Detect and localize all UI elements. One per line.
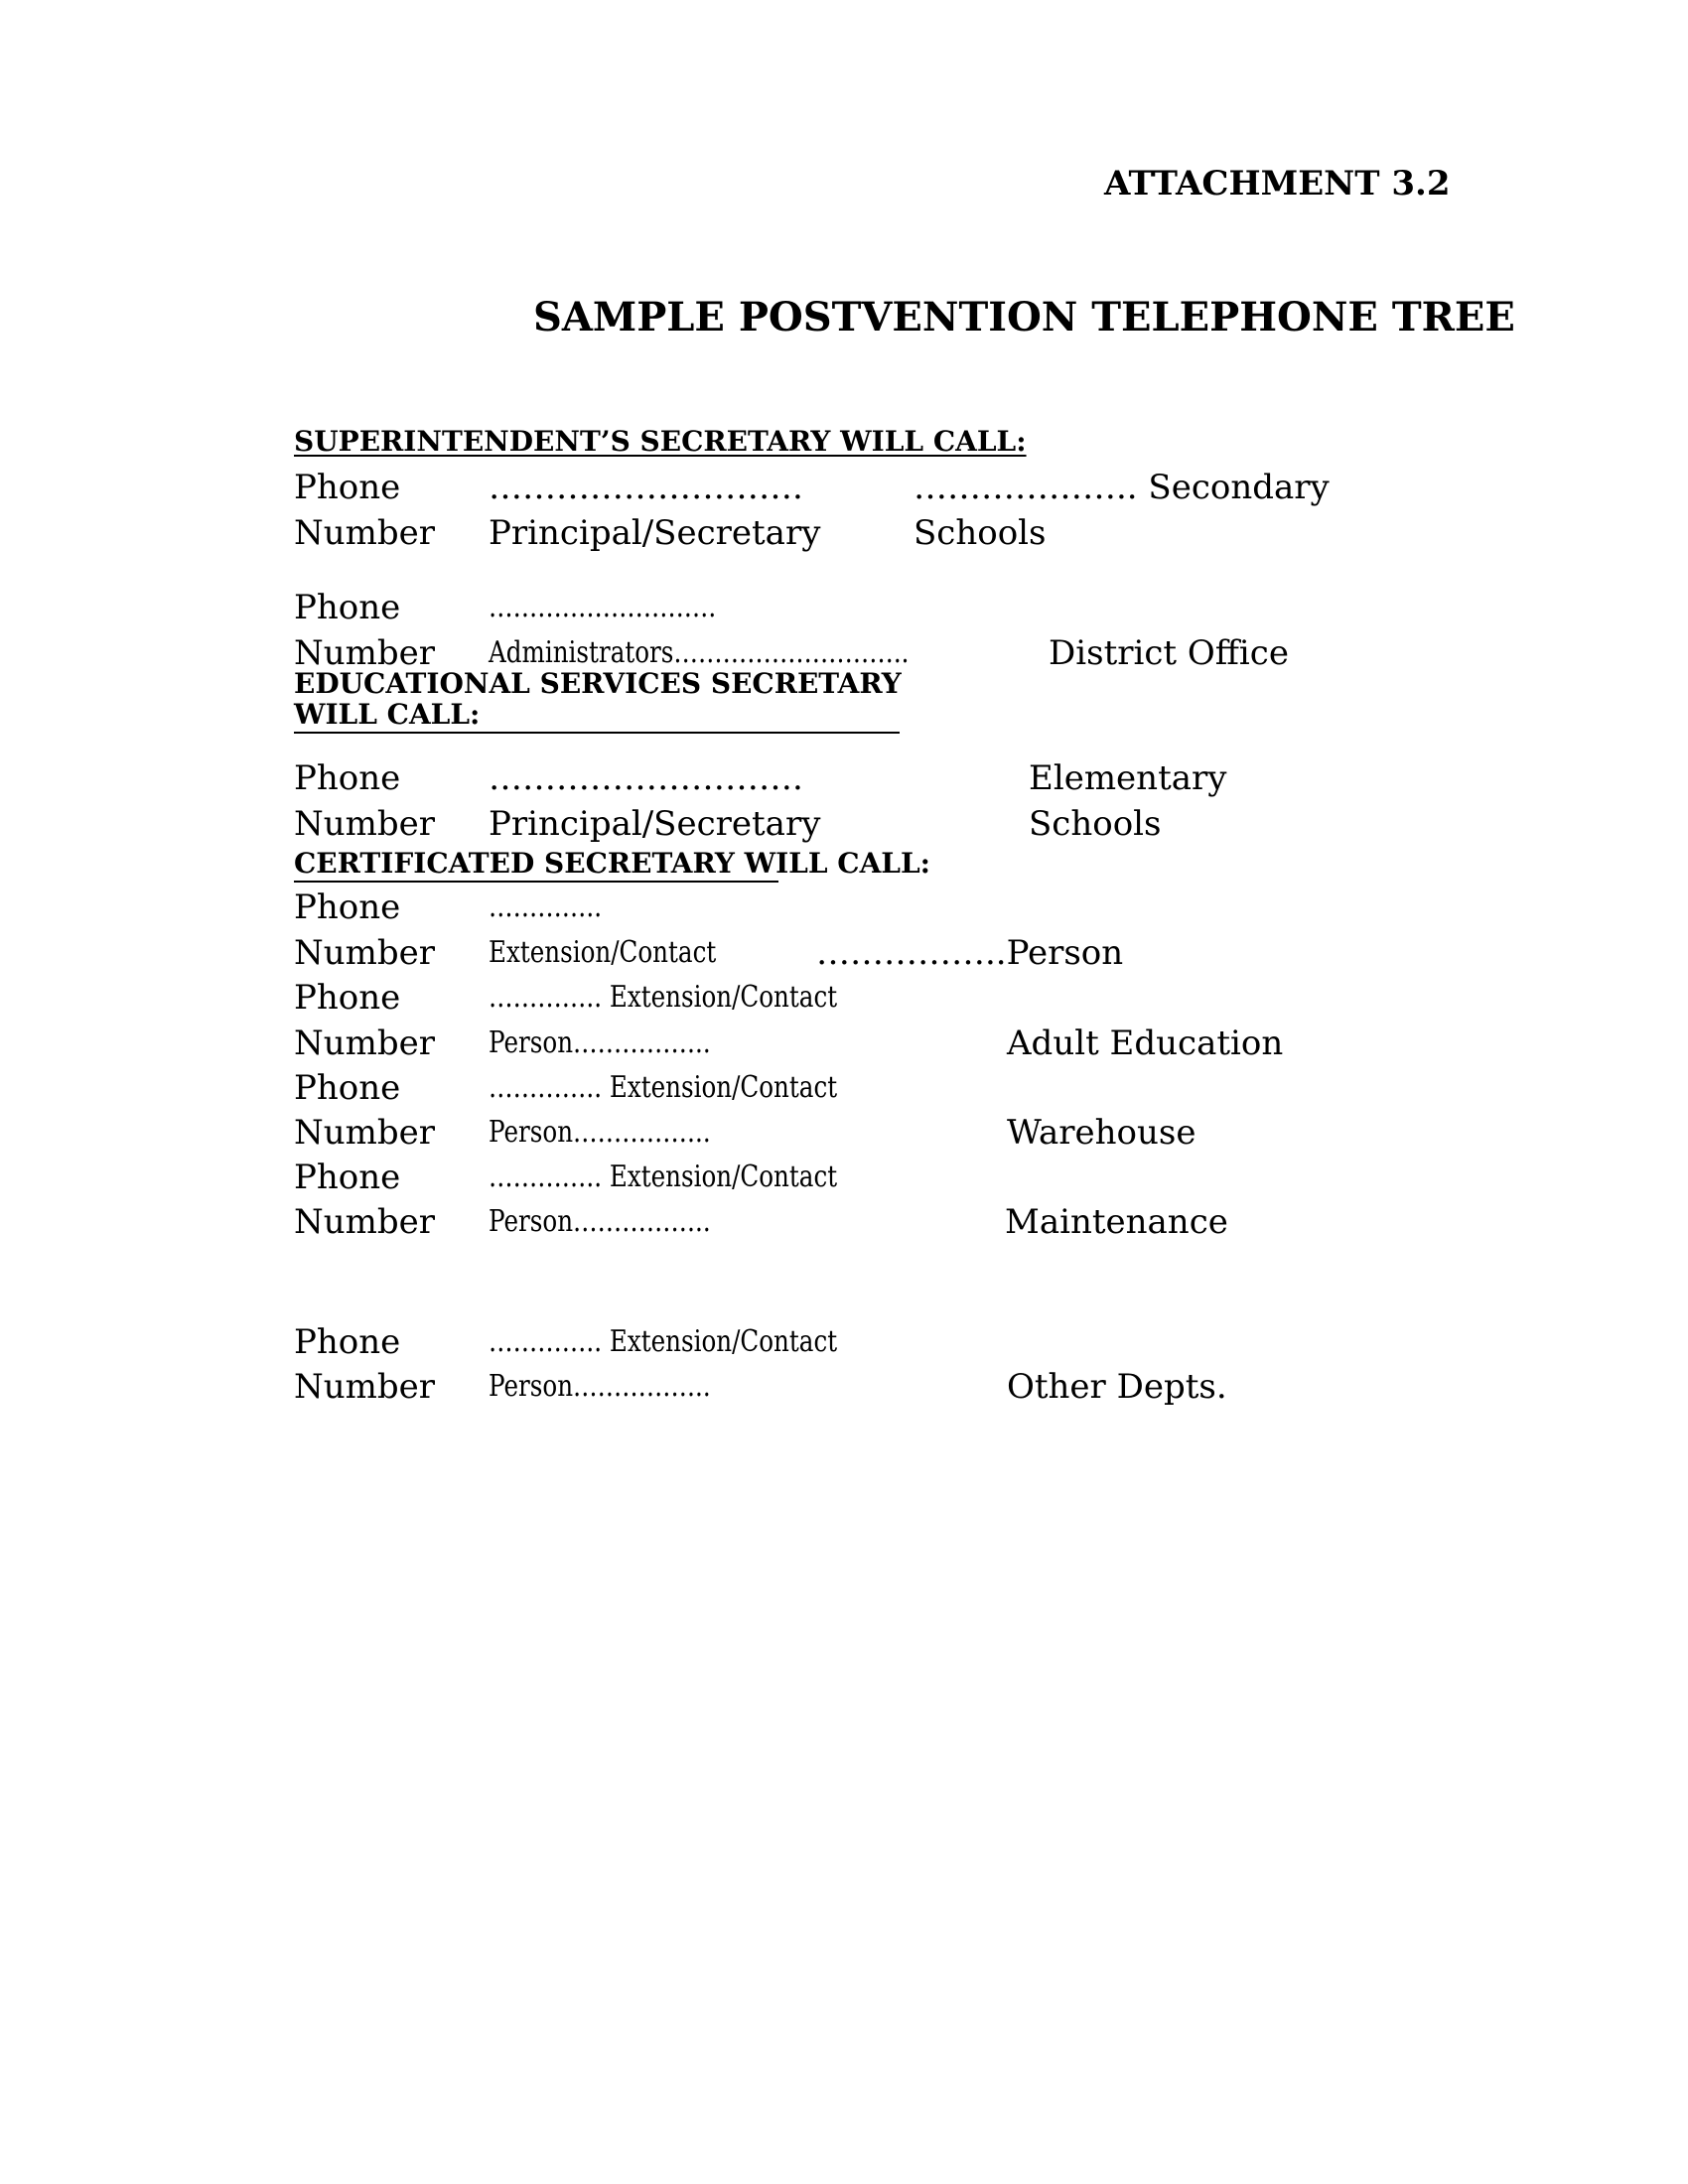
contact-label: ………….. Extension/Contact <box>489 1324 838 1359</box>
page-title: SAMPLE POSTVENTION TELEPHONE TREE <box>533 294 1515 341</box>
blank-dots: ………………………. <box>489 758 803 798</box>
superintendent-heading: SUPERINTENDENT’S SECRETARY WILL CALL: <box>294 425 1027 458</box>
number-label: Number <box>294 1113 436 1153</box>
phone-label: Phone <box>294 887 401 927</box>
destination-label: ……………..Person <box>816 933 1124 973</box>
phone-label: Phone <box>294 1322 401 1362</box>
destination-label: District Office <box>1049 633 1289 673</box>
contact-label: Administrators……………………….. <box>489 635 910 670</box>
blank-dots: ………….. <box>489 889 603 924</box>
phone-label: Phone <box>294 1068 401 1108</box>
heading-underline <box>294 732 900 734</box>
number-label: Number <box>294 804 436 844</box>
contact-label: ………….. Extension/Contact <box>489 980 838 1015</box>
destination-label: Warehouse <box>1007 1113 1196 1153</box>
educational-heading: WILL CALL: <box>294 698 481 731</box>
blank-dots: ………………………. <box>489 468 803 507</box>
destination-label: Maintenance <box>1005 1202 1228 1242</box>
heading-underline <box>294 881 778 883</box>
attachment-label: ATTACHMENT 3.2 <box>1104 164 1451 204</box>
contact-label: Principal/Secretary <box>489 804 821 844</box>
number-label: Number <box>294 633 436 673</box>
educational-heading: EDUCATIONAL SERVICES SECRETARY <box>294 667 902 700</box>
destination-label: Schools <box>914 513 1047 553</box>
phone-label: Phone <box>294 758 401 798</box>
phone-label: Phone <box>294 468 401 507</box>
contact-label: ………….. Extension/Contact <box>489 1070 838 1105</box>
number-label: Number <box>294 1024 436 1063</box>
number-label: Number <box>294 1202 436 1242</box>
phone-label: Phone <box>294 1158 401 1197</box>
number-label: Number <box>294 1367 436 1407</box>
contact-label: ………….. Extension/Contact <box>489 1160 838 1194</box>
destination-label: Other Depts. <box>1007 1367 1227 1407</box>
contact-label: Person…………….. <box>489 1025 711 1060</box>
contact-label: Principal/Secretary <box>489 513 821 553</box>
number-label: Number <box>294 933 436 973</box>
destination-label: Schools <box>1029 804 1162 844</box>
phone-label: Phone <box>294 588 401 627</box>
destination-label: Elementary <box>1029 758 1227 798</box>
contact-label: Person…………….. <box>489 1369 711 1404</box>
destination-label: Adult Education <box>1007 1024 1284 1063</box>
contact-label: Person…………….. <box>489 1115 711 1150</box>
contact-label: Extension/Contact <box>489 935 717 970</box>
blank-dots: ………………………. <box>489 590 717 624</box>
phone-label: Phone <box>294 978 401 1018</box>
number-label: Number <box>294 513 436 553</box>
certificated-heading: CERTIFICATED SECRETARY WILL CALL: <box>294 847 931 880</box>
destination-label: ……………….. Secondary <box>914 468 1330 507</box>
contact-label: Person…………….. <box>489 1204 711 1239</box>
